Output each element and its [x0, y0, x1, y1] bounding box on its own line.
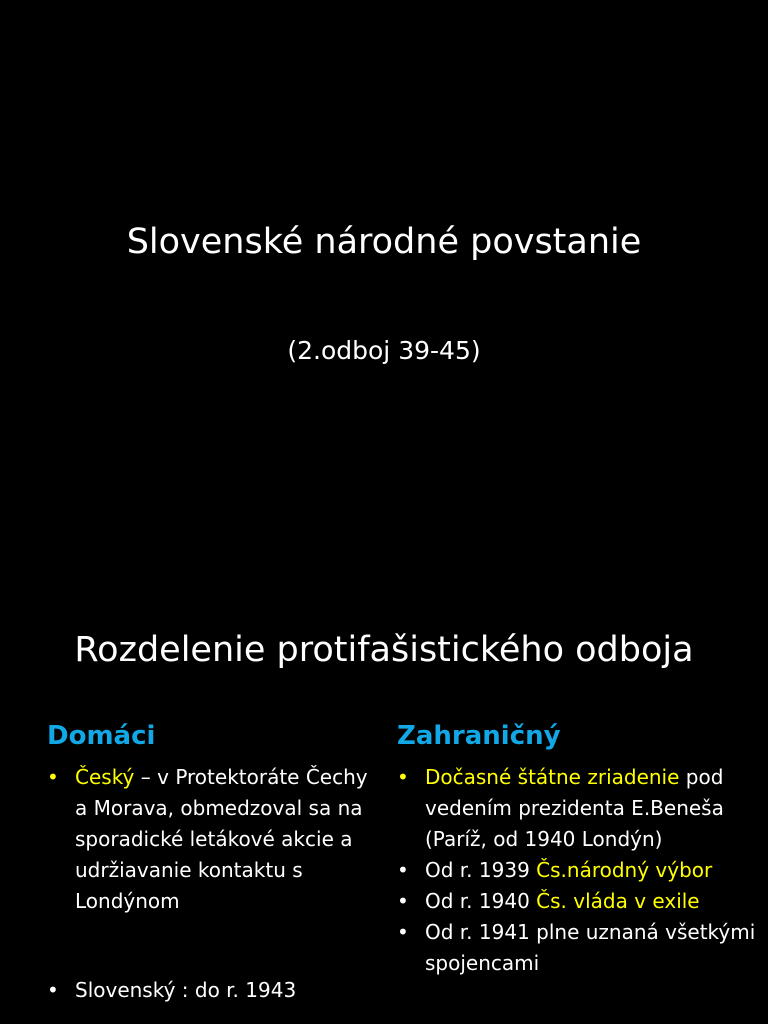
column-foreign-heading: Zahraničný — [397, 721, 561, 751]
bullet-icon: • — [397, 858, 409, 882]
column-domestic — [47, 718, 377, 1006]
item-prefix: Od r. 1939 — [425, 858, 537, 882]
item-highlight: Čs.národný výbor — [536, 858, 713, 882]
bullet-icon: • — [47, 765, 59, 789]
domestic-list — [47, 762, 377, 1006]
list-item — [397, 855, 757, 886]
list-item — [47, 975, 377, 1006]
list-item — [47, 762, 377, 917]
bullet-icon: • — [397, 920, 409, 944]
bullet-icon: • — [47, 978, 59, 1002]
item-text: Slovenský : do r. 1943 — [75, 978, 297, 1002]
list-item — [397, 762, 757, 855]
item-highlight: Dočasné štátne zriadenie — [425, 765, 680, 789]
foreign-list — [397, 762, 757, 979]
column-domestic-heading: Domáci — [47, 721, 156, 751]
list-item — [397, 886, 757, 917]
bullet-icon: • — [397, 765, 409, 789]
slide-content — [0, 576, 768, 1024]
item-prefix: Od r. 1941 plne uznaná všetkými spojencami — [425, 920, 756, 975]
bullet-icon: • — [397, 889, 409, 913]
slide-content-heading: Rozdelenie protifašistického odboja — [74, 630, 694, 670]
slide-subtitle: (2.odboj 39-45) — [287, 336, 481, 365]
column-foreign — [397, 718, 757, 979]
item-text: – v Protektoráte Čechy a Morava, obmedzoval sa na sporadické letákové akcie a udržiavanie kontaktu s Londýnom — [75, 765, 368, 913]
spacer — [47, 917, 377, 975]
item-highlight: Čs. vláda v exile — [536, 889, 700, 913]
item-prefix: Od r. 1940 — [425, 889, 537, 913]
slide-title-heading: Slovenské národné povstanie — [126, 222, 642, 262]
item-highlight: Český — [75, 765, 135, 789]
item-text: pod vedením prezidenta E.Beneša (Paríž, od 1940 Londýn) — [425, 765, 724, 851]
list-item — [397, 917, 757, 979]
